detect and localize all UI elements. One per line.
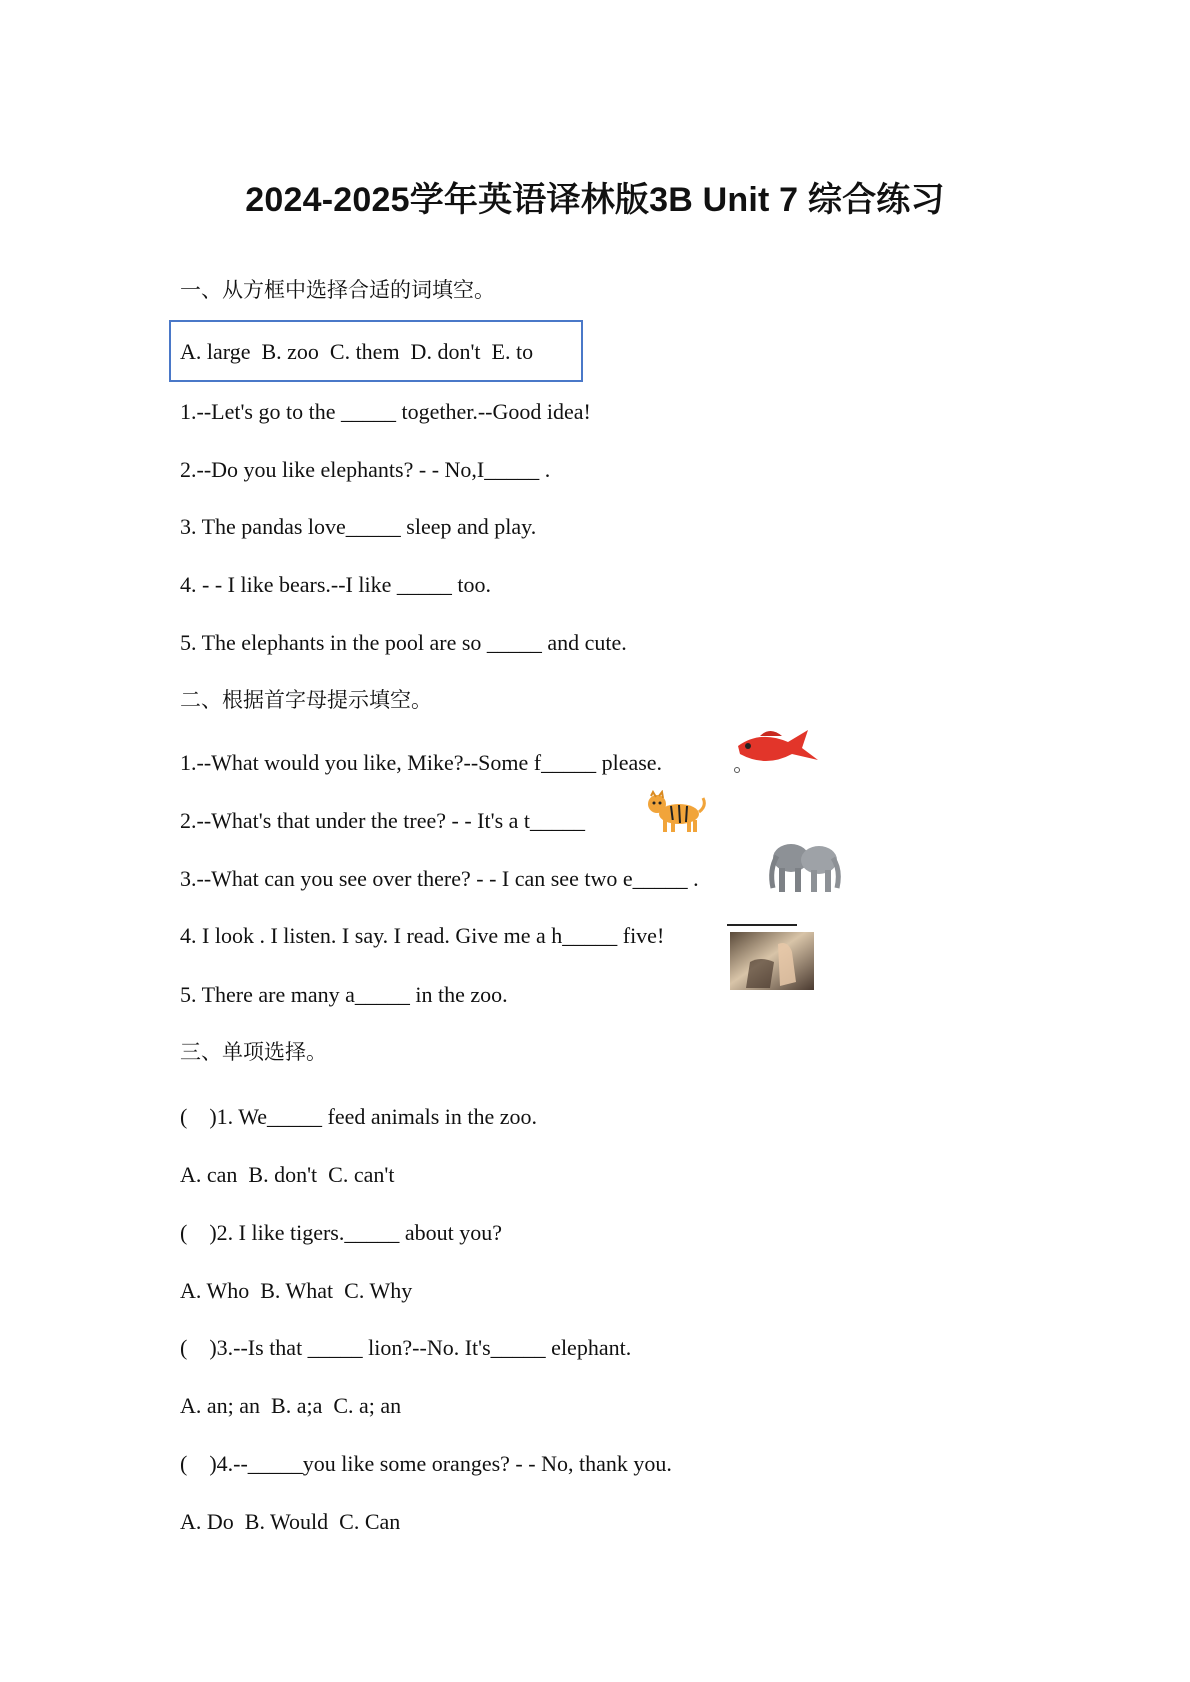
page-title: 2024-2025学年英语译林版3B Unit 7 综合练习 xyxy=(245,181,945,219)
part1-question-5: 5. The elephants in the pool are so _____ and cute. xyxy=(180,630,627,655)
part1-question-2: 2.--Do you like elephants? - - No,I_____ . xyxy=(180,457,551,482)
high-five-photo xyxy=(730,932,814,990)
part1-question-3: 3. The pandas love_____ sleep and play. xyxy=(180,514,537,539)
part2-question-4: 4. I look . I listen. I say. I read. Give me a h_____ five! xyxy=(180,923,665,948)
part2-question-1: 1.--What would you like, Mike?--Some f_____ please. xyxy=(180,750,663,775)
photo-border-line xyxy=(727,924,797,926)
section-heading-2: 二、根据首字母提示填空。 xyxy=(180,688,432,712)
part3-options-1: A. can B. don't C. can't xyxy=(180,1162,395,1187)
fish-icon xyxy=(730,722,825,774)
part3-options-2: A. Who B. What C. Why xyxy=(180,1278,413,1303)
section-heading-1: 一、从方框中选择合适的词填空。 xyxy=(180,278,495,302)
part1-question-1: 1.--Let's go to the _____ together.--Good idea! xyxy=(180,399,591,424)
word-box-options: A. large B. zoo C. them D. don't E. to xyxy=(180,339,534,364)
part3-options-4: A. Do B. Would C. Can xyxy=(180,1509,401,1534)
part1-question-4: 4. - - I like bears.--I like _____ too. xyxy=(180,572,491,597)
part3-question-3: ( )3.--Is that _____ lion?--No. It's_____ elephant. xyxy=(180,1335,632,1360)
part2-question-3: 3.--What can you see over there? - - I can see two e_____ . xyxy=(180,866,699,891)
part2-question-2: 2.--What's that under the tree? - - It's a t_____ xyxy=(180,808,586,833)
section-heading-3: 三、单项选择。 xyxy=(180,1040,327,1064)
part3-options-3: A. an; an B. a;a C. a; an xyxy=(180,1393,402,1418)
part2-question-5: 5. There are many a_____ in the zoo. xyxy=(180,982,508,1007)
tiger-icon xyxy=(645,790,707,834)
part3-question-1: ( )1. We_____ feed animals in the zoo. xyxy=(180,1104,538,1129)
part3-question-2: ( )2. I like tigers._____ about you? xyxy=(180,1220,502,1245)
elephants-icon xyxy=(765,836,843,896)
part3-question-4: ( )4.--_____you like some oranges? - - No, thank you. xyxy=(180,1451,672,1476)
